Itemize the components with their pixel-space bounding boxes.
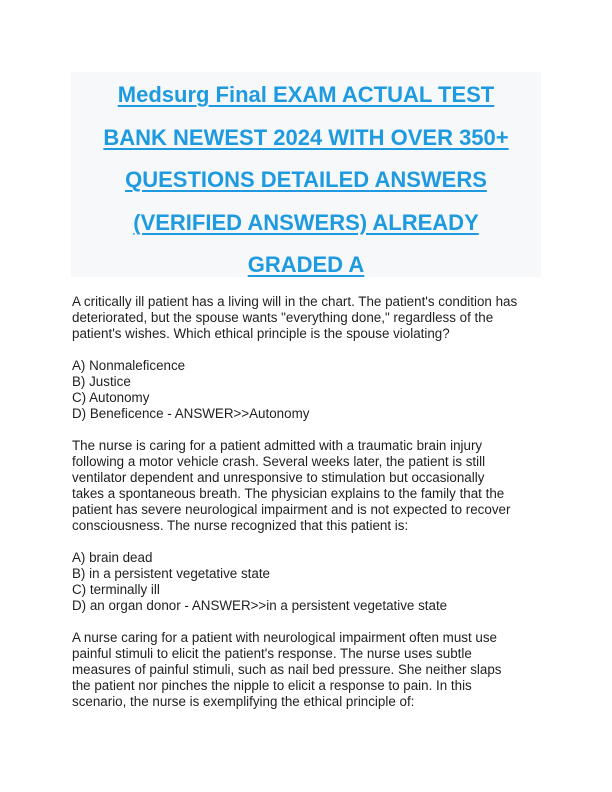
- title-line-1: Medsurg Final EXAM ACTUAL TEST: [117, 82, 495, 107]
- question-2-stem-line-6: consciousness. The nurse recognized that this patient is:: [72, 518, 409, 533]
- paragraph-gap: [72, 534, 547, 550]
- question-1-stem-line-1: A critically ill patient has a living will in the chart. The patient's condition has: [72, 294, 518, 309]
- question-2-stem-line-2: following a motor vehicle crash. Several weeks later, the patient is still: [72, 454, 486, 469]
- question-3-stem-line-5: scenario, the nurse is exemplifying the ethical principle of:: [72, 694, 415, 709]
- question-3-stem-line-4: the patient nor pinches the nipple to elicit a response to pain. In this: [72, 678, 472, 693]
- question-1-stem: [72, 294, 547, 342]
- question-1-options: [72, 358, 547, 422]
- question-2-stem-line-5: patient has severe neurological impairment and is not expected to recover: [72, 502, 511, 517]
- question-1-stem-line-3: patient's wishes. Which ethical principle is the spouse violating?: [72, 326, 450, 341]
- question-1-option-c: C) Autonomy: [72, 390, 150, 405]
- question-2-stem-line-4: takes a spontaneous breath. The physician explains to the family that the: [72, 486, 505, 501]
- question-3-stem-line-2: painful stimuli to elicit the patient's response. The nurse uses subtle: [72, 646, 472, 661]
- question-2-option-c: C) terminally ill: [72, 582, 160, 597]
- document-title: [71, 72, 541, 277]
- question-3-stem-line-1: A nurse caring for a patient with neurological impairment often must use: [72, 630, 498, 645]
- question-1-option-a: A) Nonmaleficence: [72, 358, 186, 373]
- question-1-stem-line-2: deteriorated, but the spouse wants "everything done," regardless of the: [72, 310, 494, 325]
- title-line-3: QUESTIONS DETAILED ANSWERS: [125, 167, 487, 192]
- question-2-option-d-answer: D) an organ donor - ANSWER>>in a persistent vegetative state: [72, 598, 448, 613]
- question-2-stem-line-3: ventilator dependent and unresponsive to stimulation but occasionally: [72, 470, 485, 485]
- question-1-option-d-answer: D) Beneficence - ANSWER>>Autonomy: [72, 406, 310, 421]
- question-2-stem-line-1: The nurse is caring for a patient admitted with a traumatic brain injury: [72, 438, 483, 453]
- document-body: [72, 294, 547, 710]
- question-3-stem-line-3: measures of painful stimuli, such as nail bed pressure. She neither slaps: [72, 662, 502, 677]
- paragraph-gap: [72, 422, 547, 438]
- title-line-5: GRADED A: [247, 252, 365, 277]
- question-1-option-b: B) Justice: [72, 374, 131, 389]
- title-line-2: BANK NEWEST 2024 WITH OVER 350+: [103, 124, 509, 150]
- paragraph-gap: [72, 614, 547, 630]
- title-line-4: (VERIFIED ANSWERS) ALREADY: [133, 209, 479, 235]
- question-2-option-b: B) in a persistent vegetative state: [72, 566, 270, 581]
- question-3-stem: [72, 630, 547, 710]
- question-2-stem: [72, 438, 547, 534]
- question-2-option-a: A) brain dead: [72, 550, 153, 565]
- question-2-options: [72, 550, 547, 614]
- paragraph-gap: [72, 342, 547, 358]
